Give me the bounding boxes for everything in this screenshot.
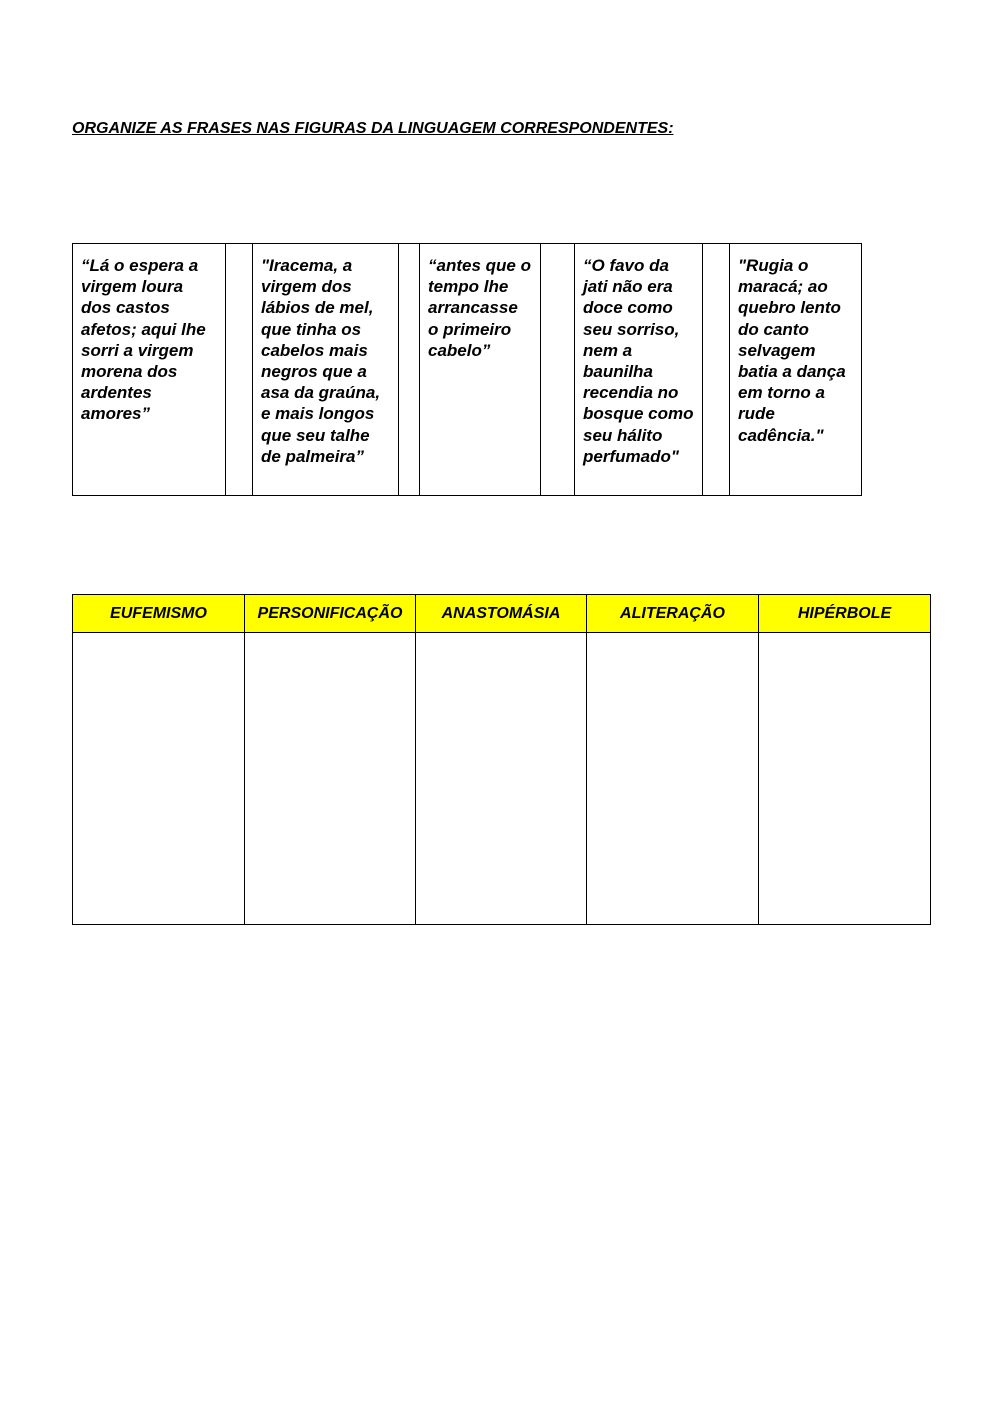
phrase-card[interactable]: "Rugia o maracá; ao quebro lento do canto selvagem batia a dança em torno a rude cadência." [730, 244, 862, 496]
phrase-card[interactable]: “O favo da jati não era doce como seu sorriso, nem a baunilha recendia no bosque como seu hálito perfumado" [575, 244, 703, 496]
drop-zone-anastomasia[interactable] [416, 633, 587, 925]
category-header-personificacao: PERSONIFICAÇÃO [245, 595, 416, 633]
drop-zone-eufemismo[interactable] [73, 633, 245, 925]
worksheet-title: ORGANIZE AS FRASES NAS FIGURAS DA LINGUAGEM CORRESPONDENTES: [72, 120, 674, 137]
phrase-spacer [226, 244, 253, 496]
phrase-card[interactable]: "Iracema, a virgem dos lábios de mel, que tinha os cabelos mais negros que a asa da graúna, e mais longos que seu talhe de palmeira” [253, 244, 399, 496]
category-header-anastomasia: ANASTOMÁSIA [416, 595, 587, 633]
phrase-spacer [399, 244, 420, 496]
drop-zone-personificacao[interactable] [245, 633, 416, 925]
category-header-eufemismo: EUFEMISMO [73, 595, 245, 633]
category-header-aliteracao: ALITERAÇÃO [587, 595, 759, 633]
drop-zone-hiperbole[interactable] [759, 633, 931, 925]
drop-zone-aliteracao[interactable] [587, 633, 759, 925]
phrase-card[interactable]: “antes que o tempo lhe arrancasse o primeiro cabelo” [420, 244, 541, 496]
category-header-hiperbole: HIPÉRBOLE [759, 595, 931, 633]
phrase-spacer [541, 244, 575, 496]
categories-table [72, 594, 931, 925]
phrases-table [72, 243, 862, 496]
phrase-card[interactable]: “Lá o espera a virgem loura dos castos afetos; aqui lhe sorri a virgem morena dos ardentes amores” [73, 244, 226, 496]
phrase-spacer [703, 244, 730, 496]
